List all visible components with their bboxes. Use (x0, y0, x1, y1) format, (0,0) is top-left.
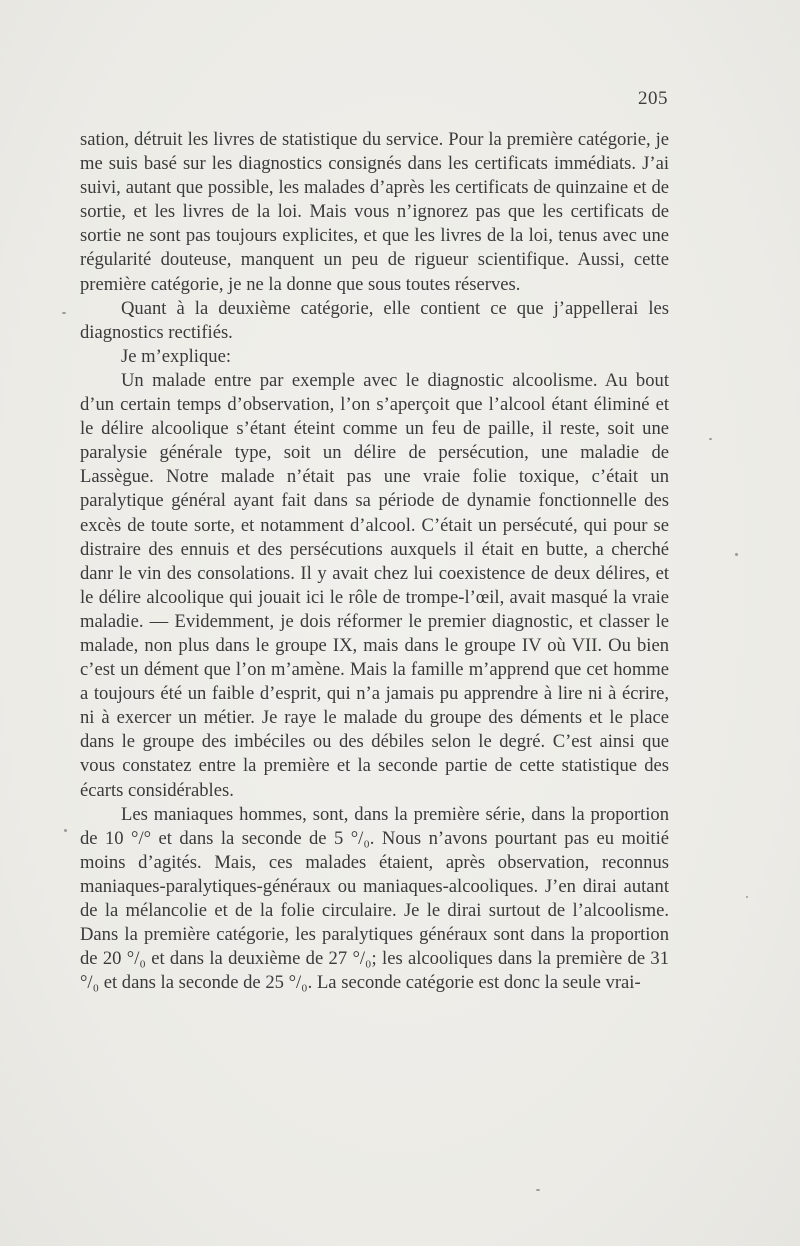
paper-speck (62, 312, 66, 314)
page-number: 205 (638, 88, 668, 109)
paragraph-second-category: Quant à la deuxième catégorie, elle contient ce que j’appellerai les diagnostics rectifiés. (80, 297, 669, 343)
page-text (80, 128, 669, 995)
paragraph-statistics: Les maniaques hommes, sont, dans la première série, dans la proportion de 10 °/° et dans la seconde de 5 °/₀. Nous n’avons pourtant pas eu moitié moins d’agités. Mais, ces malades étaient, après observation, reconnus maniaques-paralytiques-généraux ou maniaques-alcooliques. J’en dirai autant de la mélancolie et de la folie circulaire. Je le dirai surtout de l’alcoolisme. Dans la première catégorie, les paralytiques généraux sont dans la proportion de 20 °/₀ et dans la deuxième de 27 °/₀; les alcooliques dans la première de 31 °/₀ et dans la seconde de 25 °/₀. La seconde catégorie est donc la seule vrai- (80, 803, 669, 994)
paragraph-example: Un malade entre par exemple avec le diagnostic alcoolisme. Au bout d’un certain temps d’observation, l’on s’aperçoit que l’alcool étant éliminé et le délire alcoolique s’étant éteint comme un feu de paille, il reste, soit une paralysie générale type, soit un délire de persécution, une maladie de Lassègue. Notre malade n’était pas une vraie folie toxique, c’était un paralytique général ayant fait dans sa période de dynamie fonctionnelle des excès de toute sorte, et notamment d’alcool. C’était un persécuté, qui pour se distraire des ennuis et des persécutions auxquels il était en butte, a cherché danr le vin des consolations. Il y avait chez lui coexistence de deux délires, et le délire alcoolique qui jouait ici le rôle de trompe-l’œil, avait masqué la vraie maladie. — Evidemment, je dois réformer le premier diagnostic, et classer le malade, non plus dans le groupe IX, mais dans le groupe IV où VII. Ou bien c’est un dément que l’on m’amène. Mais la famille m’apprend que cet homme a toujours été un faible d’esprit, qui n’a jamais pu apprendre à lire ni à écrire, ni à exercer un métier. Je raye le malade du groupe des déments et le place dans le groupe des imbéciles ou des débiles selon le degré. C’est ainsi que vous constatez entre la première et la seconde partie de cette statistique des écarts considérables. (80, 369, 669, 801)
paper-speck (64, 829, 67, 832)
paper-speck (735, 553, 738, 556)
paper-speck (746, 896, 748, 898)
paragraph-continuation: sation, détruit les livres de statistique du service. Pour la première catégorie, je me suis basé sur les diagnostics consignés dans les certificats immédiats. J’ai suivi, autant que possible, les malades d’après les certificats de quinzaine et de sortie, et les livres de la loi. Mais vous n’ignorez pas que les certificats de sortie ne sont pas toujours explicites, et que les livres de la loi, tenus avec une régularité douteuse, manquent un peu de rigueur scientifique. Aussi, cette première catégorie, je ne la donne que sous toutes réserves. (80, 129, 669, 295)
paper-speck (709, 438, 712, 440)
paragraph-explanation-intro: Je m’explique: (121, 345, 231, 367)
paper-speck (536, 1189, 540, 1191)
